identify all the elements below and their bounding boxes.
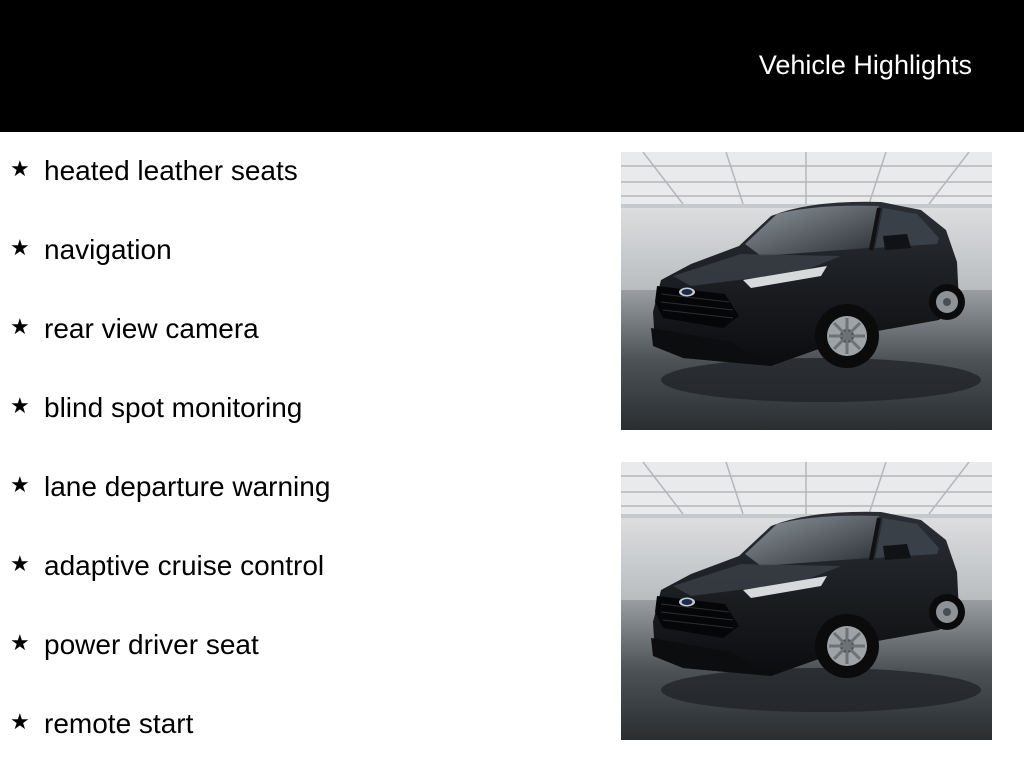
star-icon: ★ (10, 710, 30, 735)
vehicle-photo-front (621, 152, 992, 430)
star-icon: ★ (10, 236, 30, 261)
star-icon: ★ (10, 315, 30, 340)
star-icon: ★ (10, 473, 30, 498)
feature-label: rear view camera (44, 313, 259, 344)
feature-item (10, 309, 330, 388)
feature-label: remote start (44, 708, 194, 739)
feature-label: adaptive cruise control (44, 550, 325, 581)
star-icon: ★ (10, 157, 30, 182)
black-suv-showroom-photo (621, 152, 992, 430)
page-title: Vehicle Highlights (758, 50, 972, 80)
feature-item (10, 467, 330, 546)
star-icon: ★ (10, 631, 30, 656)
feature-label: lane departure warning (44, 471, 331, 502)
feature-item (10, 704, 330, 783)
black-suv-showroom-photo (621, 462, 992, 740)
feature-label: navigation (44, 234, 172, 265)
feature-item (10, 388, 330, 467)
feature-item (10, 230, 330, 309)
star-icon: ★ (10, 394, 30, 419)
feature-label: heated leather seats (44, 155, 298, 186)
feature-label: blind spot monitoring (44, 392, 303, 423)
header-banner (0, 0, 1024, 132)
feature-list (10, 151, 330, 783)
feature-item (10, 625, 330, 704)
feature-label: power driver seat (44, 629, 259, 660)
vehicle-photo-front-duplicate (621, 462, 992, 740)
feature-item (10, 546, 330, 625)
star-icon: ★ (10, 552, 30, 577)
feature-item (10, 151, 330, 230)
